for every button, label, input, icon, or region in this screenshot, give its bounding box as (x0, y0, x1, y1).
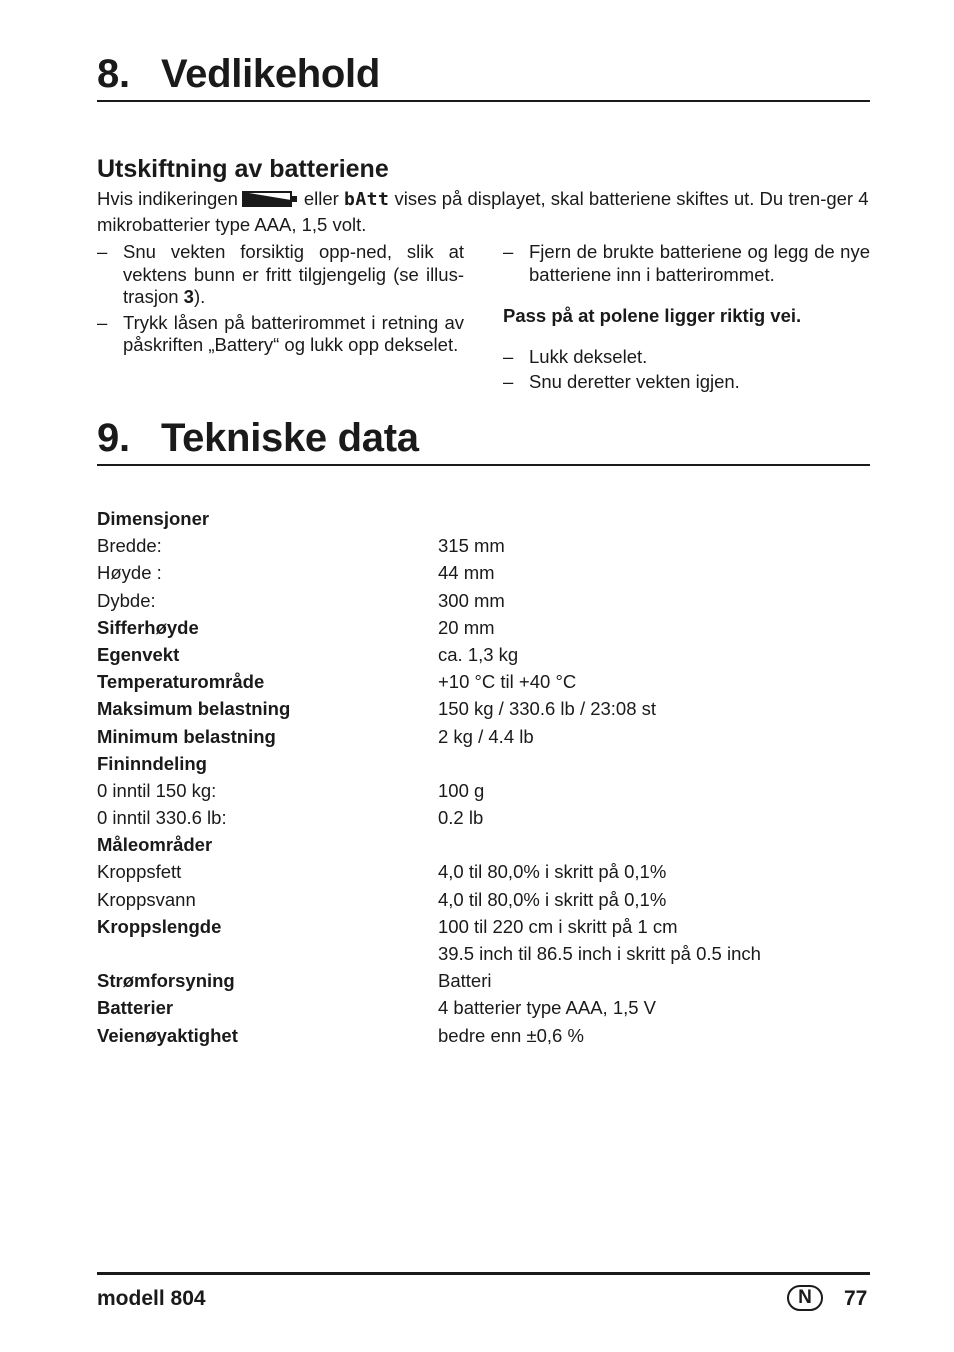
spec-value: 44 mm (438, 562, 495, 584)
spec-row (97, 750, 870, 777)
spec-label: Dybde: (97, 589, 156, 611)
spec-row (97, 804, 870, 831)
technical-data-table (97, 505, 870, 1049)
spec-row (97, 614, 870, 641)
manual-page (97, 0, 870, 1352)
illustration-ref: 3 (183, 286, 194, 307)
instruction-step (97, 241, 464, 309)
spec-heading: Kroppslengde (97, 915, 222, 937)
spec-heading: Temperaturområde (97, 671, 265, 693)
spec-value: 4,0 til 80,0% i skritt på 0,1% (438, 861, 667, 883)
spec-value: 150 kg / 330.6 lb / 23:08 st (438, 698, 657, 720)
spec-label: 0 inntil 150 kg: (97, 779, 217, 801)
spec-label: Kroppsfett (97, 861, 182, 883)
polarity-warning: Pass på at polene ligger riktig vei. (503, 305, 802, 326)
spec-value: bedre enn ±0,6 % (438, 1024, 584, 1046)
instruction-text: Snu deretter vekten igjen. (529, 371, 740, 392)
spec-heading: Strømforsyning (97, 970, 235, 992)
spec-value: 4 batterier type AAA, 1,5 V (438, 997, 657, 1019)
bullet-dash: – (503, 371, 514, 392)
spec-row (97, 994, 870, 1021)
section-9-title (97, 416, 870, 466)
instruction-step (503, 346, 870, 369)
spec-value: 2 kg / 4.4 lb (438, 725, 534, 747)
section-9-title-text: Tekniske data (161, 416, 419, 460)
spec-row (97, 532, 870, 559)
footer-model: modell 804 (97, 1287, 206, 1310)
instruction-text: Lukk dekselet. (529, 345, 648, 367)
section-8-number: 8. (97, 52, 130, 96)
instruction-text: Snu vekten forsiktig opp-ned, slik at vektens bunn er fritt tilgjengelig (se illus-trasjon (123, 241, 464, 307)
spec-row (97, 858, 870, 885)
spec-heading: Maksimum belastning (97, 698, 291, 720)
bullet-dash: – (503, 241, 514, 262)
spec-row (97, 940, 870, 967)
language-badge: N (787, 1285, 823, 1311)
spec-value: 100 til 220 cm i skritt på 1 cm (438, 915, 678, 937)
spec-label: 0 inntil 330.6 lb: (97, 807, 227, 829)
batt-display-code: bAtt (343, 189, 390, 210)
intro-before-icon: Hvis indikeringen (97, 188, 238, 209)
low-battery-icon (242, 191, 298, 207)
section-9-number: 9. (97, 416, 130, 460)
section-8-title (97, 52, 870, 102)
intro-between: eller (303, 188, 339, 209)
spec-row (97, 886, 870, 913)
spec-label: Kroppsvann (97, 888, 196, 910)
spec-value: 20 mm (438, 616, 495, 638)
spec-value: 300 mm (438, 589, 505, 611)
spec-heading: Sifferhøyde (97, 616, 199, 638)
bullet-dash: – (97, 241, 108, 262)
bullet-dash: – (97, 311, 108, 333)
spec-value: +10 °C til +40 °C (438, 671, 577, 693)
spec-row (97, 559, 870, 586)
spec-value: Batteri (438, 970, 492, 992)
spec-row (97, 668, 870, 695)
spec-row (97, 1022, 870, 1049)
spec-heading: Dimensjoner (97, 508, 210, 529)
spec-value: 39.5 inch til 86.5 inch i skritt på 0.5 inch (438, 943, 761, 964)
instruction-text: Fjern de brukte batteriene og legg de nye batteriene inn i batterirommet. (529, 241, 870, 285)
spec-label: Bredde: (97, 535, 162, 557)
spec-row (97, 913, 870, 940)
spec-heading: Fininndeling (97, 752, 207, 774)
instructions-right-column (503, 241, 870, 397)
spec-heading: Batterier (97, 997, 174, 1019)
footer-divider (97, 1272, 870, 1275)
spec-row (97, 587, 870, 614)
spec-heading: Egenvekt (97, 643, 180, 665)
spec-row (97, 641, 870, 668)
spec-heading: Måleområder (97, 834, 213, 856)
section-8-title-text: Vedlikehold (161, 52, 380, 96)
spec-row (97, 505, 870, 532)
instruction-text-end: ). (193, 286, 206, 307)
spec-row (97, 967, 870, 994)
instruction-step (503, 371, 870, 394)
instruction-text: Trykk låsen på batterirommet i retning av påskriften „Battery“ og lukk opp dekselet. (123, 311, 464, 355)
spec-heading: Minimum belastning (97, 725, 276, 747)
spec-row (97, 695, 870, 722)
spec-value: 100 g (438, 779, 485, 801)
bullet-dash: – (503, 345, 514, 367)
spec-value: ca. 1,3 kg (438, 643, 519, 665)
battery-replacement-heading: Utskiftning av batteriene (97, 155, 389, 183)
instruction-step (97, 312, 464, 357)
spec-value: 4,0 til 80,0% i skritt på 0,1% (438, 888, 667, 910)
instruction-step (503, 241, 870, 286)
spec-value: 0.2 lb (438, 807, 484, 829)
page-number: 77 (844, 1287, 868, 1310)
instructions-left-column (97, 241, 464, 360)
spec-value: 315 mm (438, 535, 505, 557)
spec-row (97, 723, 870, 750)
spec-heading: Veienøyaktighet (97, 1024, 238, 1046)
spec-label: Høyde : (97, 562, 162, 584)
battery-intro-paragraph (97, 186, 870, 237)
spec-row (97, 777, 870, 804)
spec-row (97, 831, 870, 858)
intro-after: vises på displayet, skal batteriene skiftes ut. Du tren-ger 4 mikrobatterier type AAA, 1,5 volt. (97, 188, 869, 235)
